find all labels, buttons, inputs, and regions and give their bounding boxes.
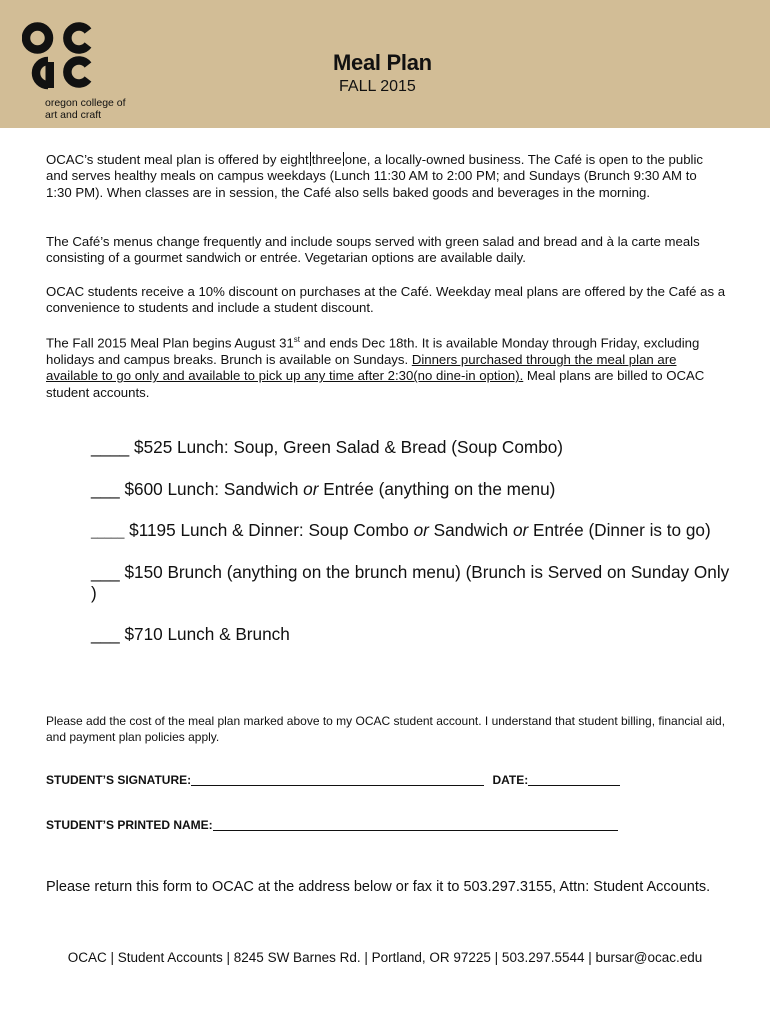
meal-option-525[interactable] — [91, 437, 741, 458]
intro-paragraph-2: The Café’s menus change frequently and include soups served with green salad and bread and à la carte meals consisting of a gourmet sandwich or entrée. Vegetarian options are available daily. — [46, 234, 700, 266]
option-label-b: Sandwich — [428, 520, 513, 540]
checkbox-blank[interactable]: ____ — [91, 437, 130, 457]
meal-option-710[interactable] — [91, 624, 741, 645]
option-label-a: $600 Lunch: Sandwich — [119, 479, 304, 499]
option-or: or — [303, 479, 319, 499]
checkbox-blank[interactable]: ___ — [91, 479, 120, 499]
intro-paragraph-3: OCAC students receive a 10% discount on purchases at the Café. Weekday meal plans are offered by the Café as a convenience to students and include a student discount. — [46, 284, 726, 316]
signature-label: STUDENT’S SIGNATURE: — [46, 773, 192, 787]
option-label: $525 Lunch: Soup, Green Salad & Bread (Soup Combo) — [129, 437, 564, 457]
intro-p4-text-c: Meal plans are billed to OCAC student accounts. — [46, 368, 705, 400]
header-banner — [0, 0, 770, 128]
option-or-1: or — [413, 520, 429, 540]
option-label: $150 Brunch (anything on the brunch menu) (Brunch is Served on Sunday Only ) — [91, 562, 730, 603]
date-line[interactable] — [528, 773, 620, 786]
option-or-2: or — [512, 520, 529, 540]
text-cursor-mark — [343, 152, 344, 166]
logo-line-1: oregon college of — [45, 97, 126, 109]
text-cursor-mark — [310, 152, 311, 166]
printed-name-label: STUDENT’S PRINTED NAME: — [46, 818, 213, 832]
intro-paragraph-4 — [46, 332, 726, 401]
intro-p4-text-b: and ends Dec 18th. It is available Monday through Friday, excluding holidays and campus breaks. Brunch is available on Sundays. — [46, 335, 700, 367]
option-label: $710 Lunch & Brunch — [119, 624, 290, 644]
intro-p4-text-a: The Fall 2015 Meal Plan begins August 31 — [46, 335, 294, 351]
checkbox-blank[interactable]: ___ — [91, 624, 120, 644]
signature-line[interactable] — [191, 773, 484, 786]
signature-row — [46, 773, 620, 787]
page-title: Meal Plan — [333, 50, 432, 75]
checkbox-blank[interactable]: ___ — [91, 562, 120, 582]
option-label-b: Entrée (anything on the menu) — [318, 479, 556, 499]
ocac-logo — [22, 22, 96, 97]
intro-p1-text-b: three — [311, 152, 342, 167]
logo-line-2: art and craft — [45, 109, 102, 121]
intro-p1-text-a: OCAC’s student meal plan is offered by eight — [46, 152, 309, 167]
ocac-logo-mark — [22, 22, 96, 92]
footer-contact: OCAC | Student Accounts | 8245 SW Barnes Rd. | Portland, OR 97225 | 503.297.5544 | bursar@ocac.edu — [67, 950, 703, 965]
printed-name-line[interactable] — [213, 818, 618, 831]
acknowledgement-text: Please add the cost of the meal plan marked above to my OCAC student account. I understand that student billing, financial aid, and payment plan policies apply. — [46, 714, 726, 744]
date-label: DATE: — [492, 773, 529, 787]
meal-option-1195[interactable] — [91, 520, 741, 543]
printed-name-row — [46, 818, 618, 832]
option-label-a: $1195 Lunch & Dinner: Soup Combo — [124, 520, 414, 540]
logo-caption — [45, 97, 126, 121]
return-instructions: Please return this form to OCAC at the address below or fax it to 503.297.3155, Attn: Student Accounts. — [46, 879, 711, 895]
meal-option-600[interactable] — [91, 479, 741, 500]
checkbox-blank[interactable]: _____ — [91, 525, 125, 539]
option-label-c: Entrée (Dinner is to go) — [528, 520, 711, 540]
page-subtitle: FALL 2015 — [339, 78, 416, 95]
intro-p4-underlined: Dinners purchased through the meal plan are available to go only and available to pick up any time after 2:30(no dine-in option). — [46, 351, 677, 384]
intro-paragraph-1 — [46, 152, 726, 201]
meal-option-150[interactable] — [91, 562, 731, 604]
intro-p4-superscript: st — [293, 335, 301, 344]
intro-p1-text-c: one, a locally-owned business. The Café is open to the public and serves healthy meals on campus weekdays (Lunch 11:30 AM to 2:00 PM; and Sundays (Brunch 9:30 AM to 1:30 PM). When classes are in session, the Café also sells baked goods and beverages in the morning. — [46, 152, 703, 200]
